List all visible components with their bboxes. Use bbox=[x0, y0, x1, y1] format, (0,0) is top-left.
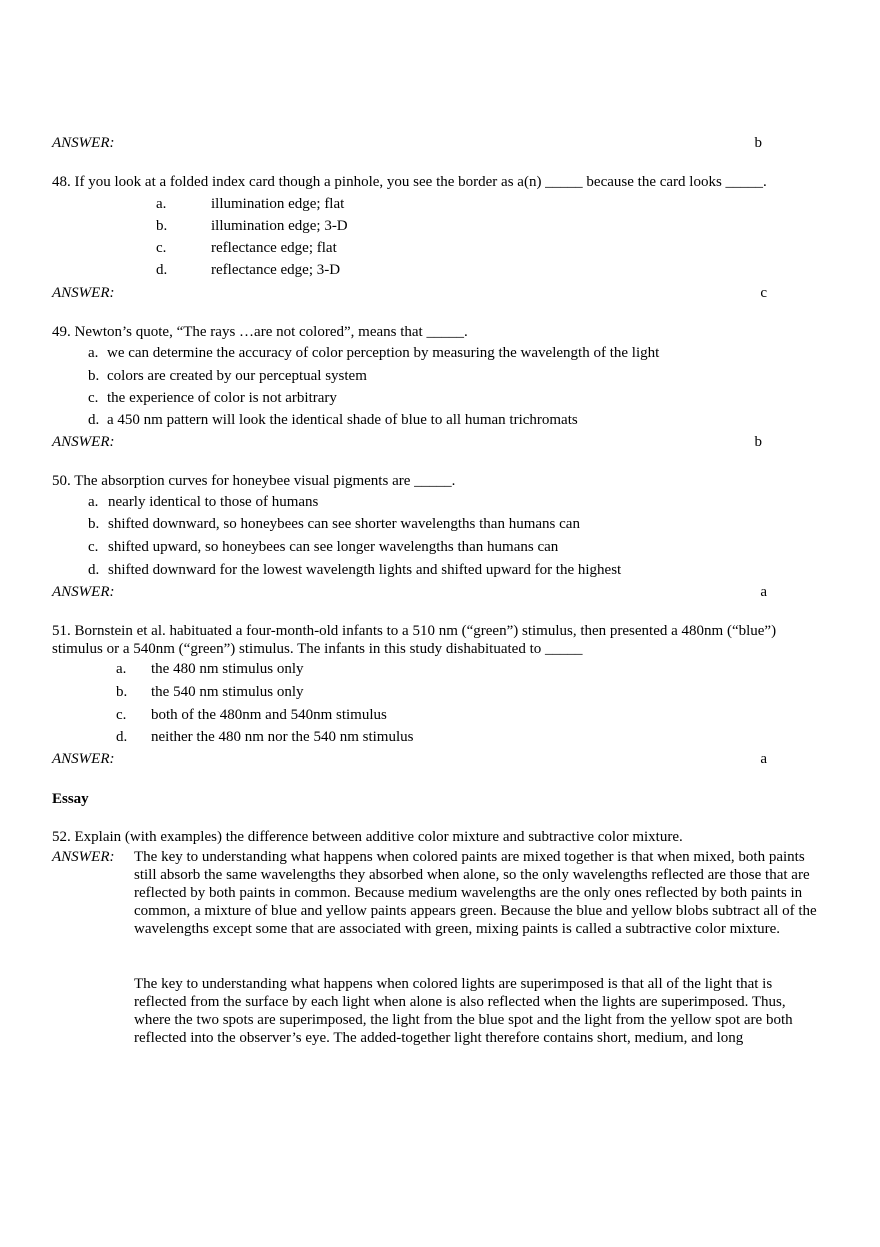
essay-answer-paragraph-2: The key to understanding what happens when colored lights are superimposed is that all of the light that is reflected from the surface by each light when alone is also reflected when the lights are superimposed. Thus, where the two spots are superimposed, the light from the blue spot and the light from the yellow spot are both reflected into the observer’s eye. The added-together light therefore contains short, medium, and long bbox=[134, 976, 793, 1046]
option-text: the 480 nm stimulus only bbox=[151, 661, 304, 677]
question-51-text-line1: 51. Bornstein et al. habituated a four-month-old infants to a 510 nm (“green”) stimulus, then presented a 480nm (“blue”) bbox=[52, 623, 777, 639]
question-49-text: 49. Newton’s quote, “The rays …are not colored”, means that _____. bbox=[52, 324, 468, 340]
option-text: illumination edge; flat bbox=[211, 196, 345, 212]
option-letter: d. bbox=[88, 562, 100, 578]
option-text: illumination edge; 3-D bbox=[211, 218, 348, 234]
option-letter: c. bbox=[88, 539, 99, 555]
question-48-text: 48. If you look at a folded index card though a pinhole, you see the border as a(n) _____ because the card looks _____. bbox=[52, 174, 767, 190]
option-letter: a. bbox=[88, 345, 99, 361]
option-letter: b. bbox=[88, 516, 100, 532]
answer-label: ANSWER: bbox=[52, 135, 115, 151]
answer-value: a bbox=[760, 751, 767, 767]
option-text: reflectance edge; 3-D bbox=[211, 262, 341, 278]
option-text: neither the 480 nm nor the 540 nm stimulus bbox=[151, 729, 414, 745]
option-letter: d. bbox=[116, 729, 128, 745]
option-text: both of the 480nm and 540nm stimulus bbox=[151, 707, 387, 723]
option-letter: b. bbox=[116, 684, 128, 700]
option-letter: b. bbox=[88, 368, 100, 384]
answer-label: ANSWER: bbox=[52, 584, 115, 600]
option-letter: a. bbox=[88, 494, 99, 510]
option-text: nearly identical to those of humans bbox=[108, 494, 319, 510]
option-text: colors are created by our perceptual system bbox=[107, 368, 367, 384]
option-text: the 540 nm stimulus only bbox=[151, 684, 304, 700]
option-letter: d. bbox=[88, 412, 100, 428]
option-text: reflectance edge; flat bbox=[211, 240, 337, 256]
option-text: we can determine the accuracy of color perception by measuring the wavelength of the light bbox=[107, 345, 660, 361]
option-text: shifted downward for the lowest wavelength lights and shifted upward for the highest bbox=[108, 562, 622, 578]
option-letter: a. bbox=[156, 196, 167, 212]
answer-value: a bbox=[760, 584, 767, 600]
question-50-text: 50. The absorption curves for honeybee visual pigments are _____. bbox=[52, 473, 456, 489]
answer-label: ANSWER: bbox=[52, 434, 115, 450]
essay-answer-paragraph-1: The key to understanding what happens when colored paints are mixed together is that when mixed, both paints still absorb the same wavelengths they absorbed when alone, so the only wavelengths reflected are those that are reflected by both paints in common. Because medium wavelengths are the only ones reflected by both paints in common, a mixture of blue and yellow paints appears green. Because the blue and yellow blobs subtract all of the wavelengths except some that are associated with green, mixing paints is called a subtractive color mixture. bbox=[134, 849, 817, 937]
answer-label: ANSWER: bbox=[52, 751, 115, 767]
answer-value: b bbox=[754, 434, 762, 450]
option-letter: d. bbox=[156, 262, 168, 278]
answer-label: ANSWER: bbox=[52, 285, 115, 301]
option-text: a 450 nm pattern will look the identical shade of blue to all human trichromats bbox=[107, 412, 578, 428]
option-letter: a. bbox=[116, 661, 127, 677]
option-text: shifted downward, so honeybees can see shorter wavelengths than humans can bbox=[108, 516, 580, 532]
question-52-text: 52. Explain (with examples) the difference between additive color mixture and subtractive color mixture. bbox=[52, 829, 683, 845]
option-letter: c. bbox=[88, 390, 99, 406]
option-text: the experience of color is not arbitrary bbox=[107, 390, 337, 406]
answer-value: c bbox=[760, 285, 767, 301]
section-heading: Essay bbox=[52, 791, 89, 807]
option-letter: b. bbox=[156, 218, 168, 234]
answer-value: b bbox=[754, 135, 762, 151]
option-text: shifted upward, so honeybees can see longer wavelengths than humans can bbox=[108, 539, 559, 555]
question-51-text-line2: stimulus or a 540nm (“green”) stimulus. The infants in this study dishabituated to _____ bbox=[52, 641, 583, 657]
option-letter: c. bbox=[156, 240, 167, 256]
answer-label: ANSWER: bbox=[52, 849, 115, 865]
option-letter: c. bbox=[116, 707, 127, 723]
